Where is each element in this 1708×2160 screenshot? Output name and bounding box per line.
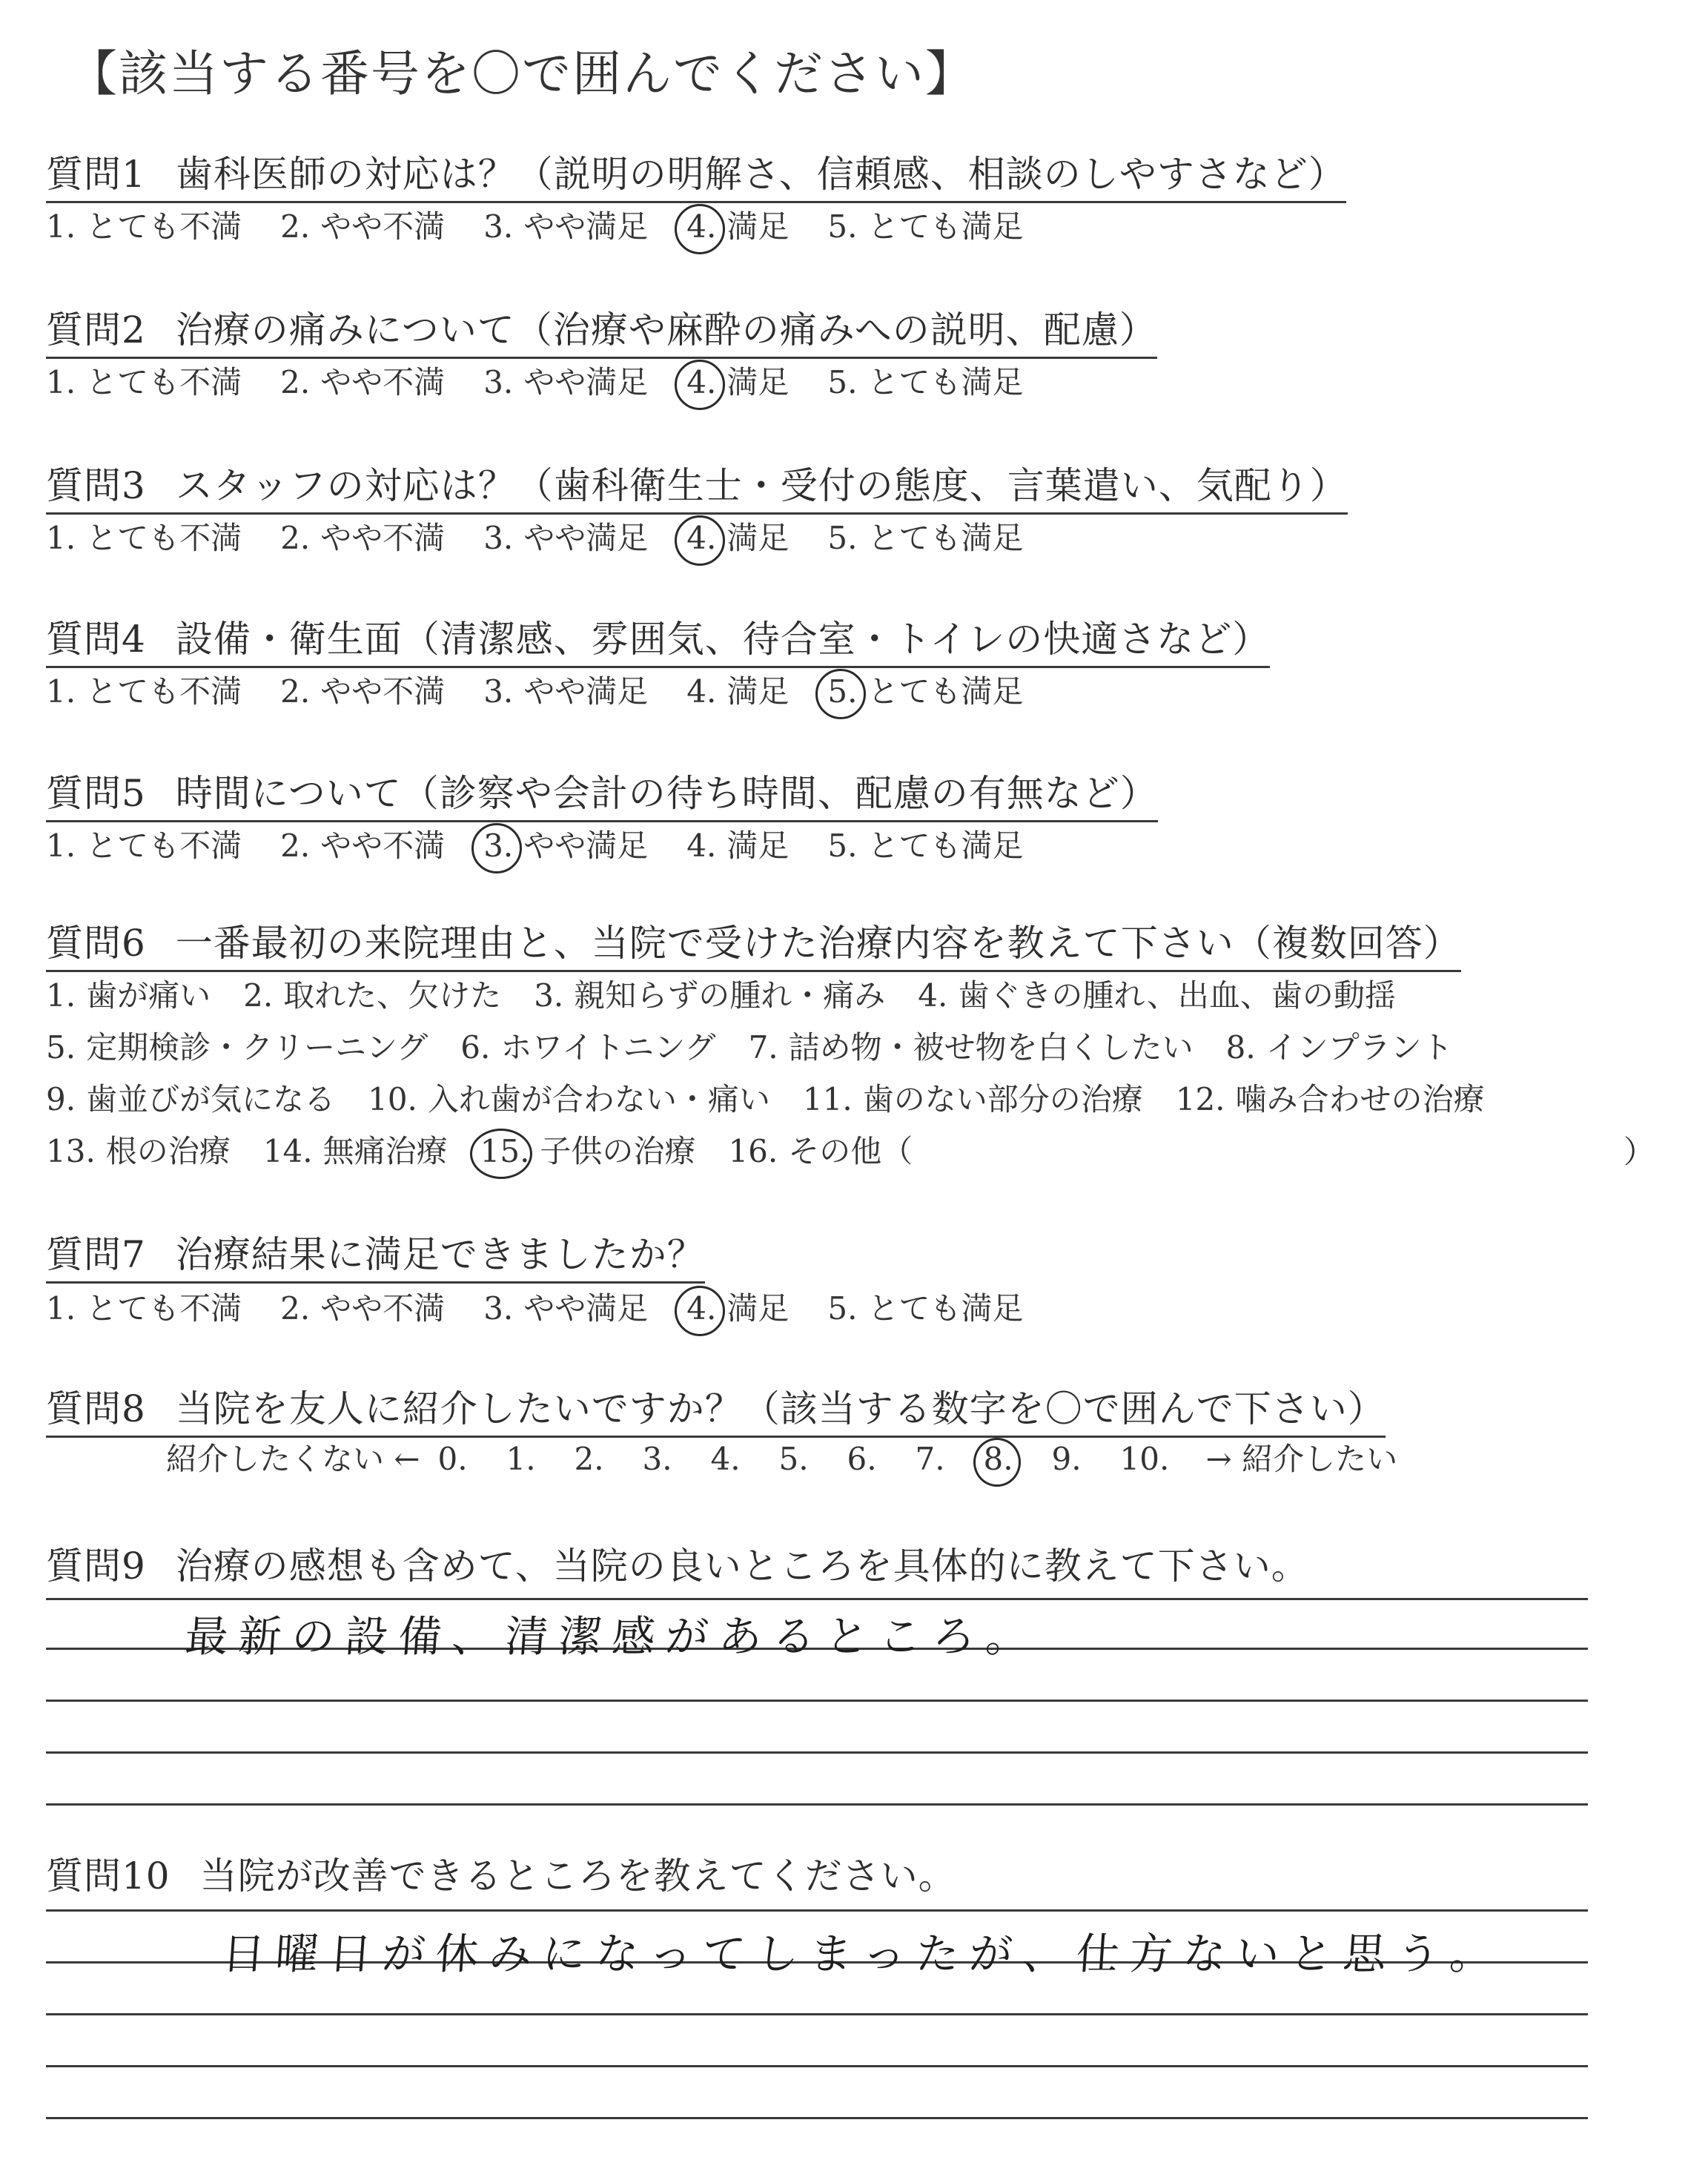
answer-line [46,1598,1588,1600]
rating-option-1[interactable] [46,514,242,558]
question-6-option[interactable] [480,1127,696,1172]
scale-value[interactable]: 10. [1119,1441,1170,1477]
rating-option-number: 5. [827,520,858,556]
option-number: 15. [480,1133,530,1169]
option-number: 1. [46,977,76,1014]
option-number: 8. [1225,1029,1256,1066]
rating-option-1[interactable] [46,358,242,403]
rating-option-3[interactable] [483,1284,648,1329]
rating-option-label: やや満足 [523,1290,649,1327]
other-paren-close: ） [1623,1134,1655,1170]
rating-option-2[interactable] [280,358,445,403]
question-6-option[interactable] [243,971,501,1016]
question-1-options [46,202,1062,247]
question-6-title [46,914,1461,972]
option-number: 6. [460,1029,491,1066]
rating-option-4[interactable] [686,514,789,558]
rating-option-4[interactable] [686,358,789,403]
rating-option-number: 4. [686,364,717,400]
scale-value[interactable]: 6. [847,1441,877,1477]
rating-option-number: 5. [827,673,858,710]
question-8-label: 質問8 [46,1387,146,1430]
rating-option-5[interactable] [827,667,1023,712]
rating-option-2[interactable] [280,822,445,866]
rating-option-1[interactable] [46,822,242,866]
option-number: 7. [748,1029,778,1066]
question-6-option-row [46,1127,945,1172]
rating-option-number: 1. [46,364,76,400]
rating-option-number: 3. [483,828,514,864]
rating-option-label: とても満足 [867,1290,1024,1327]
rating-option-5[interactable] [827,514,1023,558]
option-number: 4. [918,977,948,1014]
scale-value[interactable]: 3. [642,1441,672,1477]
question-2-title [46,300,1157,359]
rating-option-label: とても不満 [86,673,242,710]
question-9-title [46,1536,1309,1593]
rating-option-4[interactable] [686,667,789,712]
option-label: 根の治療 [105,1133,231,1169]
question-6-option[interactable] [46,1127,231,1172]
rating-option-label: 満足 [726,1290,790,1327]
option-number: 14. [262,1133,313,1169]
answer-line [46,1909,1588,1912]
option-label: インプラント [1265,1029,1453,1066]
scale-left-label: 紹介したくない ← [166,1441,420,1477]
rating-option-label: とても不満 [86,1290,242,1327]
option-label: 取れた、欠けた [283,977,502,1014]
rating-option-2[interactable] [280,1284,445,1329]
question-1-label: 質問1 [46,153,146,196]
question-3-title [46,456,1348,515]
question-7-title [46,1225,705,1284]
rating-option-4[interactable] [686,1284,789,1329]
rating-option-number: 3. [483,1290,514,1327]
rating-option-number: 2. [280,828,311,864]
option-label: 親知らずの腫れ・痛み [574,977,886,1014]
option-number: 3. [534,977,564,1014]
question-5-text: 時間について（診察や会計の待ち時間、配慮の有無など） [175,772,1158,815]
rating-option-3[interactable] [483,822,648,866]
answer-line [46,2117,1588,2119]
question-1-title [46,145,1346,203]
rating-option-label: 満足 [726,364,790,400]
scale-value[interactable]: 8. [984,1441,1052,1477]
option-label: ホワイトニング [500,1029,716,1066]
rating-option-number: 5. [827,828,858,864]
option-label: 無痛治療 [322,1133,448,1169]
question-6-option[interactable] [46,1075,335,1120]
scale-value[interactable]: 0. [437,1441,468,1477]
option-number: 10. [368,1081,417,1117]
rating-option-label: とても満足 [867,208,1024,245]
question-10-text: 当院が改善できるところを教えてください。 [199,1855,956,1898]
question-6-option[interactable] [534,971,885,1016]
option-label: 子供の治療 [540,1133,696,1169]
rating-option-label: とても不満 [86,364,242,400]
scale-value[interactable]: 2. [574,1441,604,1477]
rating-option-number: 4. [686,828,717,864]
rating-option-number: 2. [280,673,311,710]
rating-option-label: やや満足 [523,364,649,400]
answer-line [46,1700,1588,1702]
question-6-option[interactable] [749,1023,1194,1068]
scale-value[interactable]: 4. [710,1441,741,1477]
rating-option-label: とても満足 [867,520,1024,556]
question-6-option-row [46,971,1429,1016]
rating-option-4[interactable] [686,202,789,247]
rating-option-3[interactable] [483,514,648,558]
rating-option-4[interactable] [686,822,789,866]
question-9-text: 治療の感想も含めて、当院の良いところを具体的に教えて下さい。 [175,1545,1309,1588]
question-7-label: 質問7 [46,1233,146,1276]
option-number: 5. [46,1029,76,1066]
rating-option-number: 3. [483,520,514,556]
rating-option-label: とても満足 [867,828,1024,864]
rating-option-label: やや満足 [523,208,649,245]
option-number: 13. [46,1133,96,1169]
rating-option-label: とても不満 [86,520,242,556]
option-label: 詰め物・被せ物を白くしたい [788,1029,1194,1066]
rating-option-number: 4. [686,520,717,556]
question-6-option[interactable] [46,1023,428,1068]
rating-option-label: やや不満 [320,520,446,556]
rating-option-label: やや不満 [320,828,446,864]
instruction-header: 【該当する番号を〇で囲んでください】 [68,45,976,102]
rating-option-label: とても不満 [86,208,242,245]
option-label: 定期検診・クリーニング [86,1029,428,1066]
rating-option-5[interactable] [827,822,1023,866]
rating-option-1[interactable] [46,1284,242,1329]
scale-value[interactable]: 7. [915,1441,945,1477]
rating-option-label: 満足 [726,828,790,864]
rating-option-number: 4. [686,208,717,245]
rating-option-5[interactable] [827,202,1023,247]
answer-line [46,1803,1588,1806]
rating-option-1[interactable] [46,202,242,247]
rating-option-3[interactable] [483,358,648,403]
question-10-label: 質問10 [46,1855,171,1898]
scale-values [438,1441,1188,1477]
option-label: 噛み合わせの治療 [1235,1081,1485,1117]
answer-line [46,1751,1588,1754]
option-label: 歯が痛い [86,977,211,1014]
option-label: 歯のない部分の治療 [862,1081,1143,1117]
rating-option-label: やや満足 [523,673,649,710]
question-2-options [46,358,1062,403]
rating-option-5[interactable] [827,1284,1023,1329]
question-6-option[interactable] [368,1075,770,1120]
option-number: 9. [46,1081,76,1117]
question-6-option-row [46,1023,1486,1068]
scale-value[interactable]: 5. [778,1441,809,1477]
rating-option-label: 満足 [726,673,790,710]
rating-option-number: 3. [483,364,514,400]
question-4-text: 設備・衛生面（清潔感、雰囲気、待合室・トイレの快適さなど） [175,618,1271,661]
answer-line [46,2013,1588,2015]
rating-option-number: 5. [827,208,858,245]
question-5-title [46,764,1158,822]
rating-option-2[interactable] [280,202,445,247]
option-number: 2. [243,977,274,1014]
rating-option-number: 1. [46,520,76,556]
rating-option-number: 1. [46,673,76,710]
rating-option-label: やや満足 [523,828,649,864]
rating-option-label: やや不満 [320,673,446,710]
rating-option-number: 2. [280,520,311,556]
question-3-label: 質問3 [46,464,146,507]
question-10-title [46,1846,956,1903]
rating-option-label: とても満足 [867,364,1024,400]
question-6-option[interactable] [918,971,1396,1016]
question-3-text: スタッフの対応は？（歯科衛生士・受付の態度、言葉遣い、気配り） [175,464,1348,507]
rating-option-number: 1. [46,1290,76,1327]
rating-option-5[interactable] [827,358,1023,403]
rating-option-number: 2. [280,1290,311,1327]
question-6-option[interactable] [1176,1075,1485,1120]
option-label: 歯ぐきの腫れ、出血、歯の動揺 [958,977,1396,1014]
question-8-text: 当院を友人に紹介したいですか？（該当する数字を〇で囲んで下さい） [175,1387,1386,1430]
question-6-option[interactable] [46,971,211,1016]
question-3-options [46,514,1062,558]
question-4-title [46,610,1270,668]
rating-option-label: やや不満 [320,1290,446,1327]
question-1-text: 歯科医師の対応は？（説明の明解さ、信頼感、相談のしやすさなど） [175,153,1346,196]
question-9-handwritten-answer: 最新の設備、清潔感があるところ。 [183,1611,1042,1662]
rating-option-number: 3. [483,673,514,710]
option-number: 16. [728,1133,778,1169]
option-label: 入れ歯が合わない・痛い [427,1081,770,1117]
rating-option-number: 1. [46,208,76,245]
rating-option-number: 4. [686,673,717,710]
rating-option-label: とても満足 [867,673,1024,710]
scale-right-label: → 紹介したい [1205,1441,1398,1477]
rating-option-number: 3. [483,208,514,245]
question-9-label: 質問9 [46,1545,146,1588]
answer-line [46,2065,1588,2067]
question-2-text: 治療の痛みについて（治療や麻酔の痛みへの説明、配慮） [175,308,1157,351]
rating-option-3[interactable] [483,667,648,712]
question-6-option-row [46,1075,1517,1120]
rating-option-number: 2. [280,208,311,245]
rating-option-number: 2. [280,364,311,400]
question-6-option[interactable] [728,1127,913,1172]
rating-option-number: 5. [827,1290,858,1327]
rating-option-label: やや満足 [523,520,649,556]
option-number: 12. [1175,1081,1225,1117]
question-7-options [46,1284,1062,1329]
option-label: その他（ [788,1133,913,1169]
question-8-title [46,1379,1386,1438]
question-6-text: 一番最初の来院理由と、当院で受けた治療内容を教えて下さい（複数回答） [175,922,1461,965]
rating-option-number: 5. [827,364,858,400]
option-number: 11. [802,1081,853,1117]
referral-scale [148,1435,1415,1479]
rating-option-number: 4. [686,1290,717,1327]
question-6-label: 質問6 [46,922,146,965]
rating-option-label: 満足 [726,520,790,556]
question-10-handwritten-answer: 日曜日が休みになってしまったが、仕方ないと思う。 [220,1929,1506,1979]
option-label: 歯並びが気になる [86,1081,336,1117]
rating-option-2[interactable] [280,667,445,712]
question-4-label: 質問4 [46,618,146,661]
scale-value[interactable]: 9. [1051,1441,1082,1477]
question-2-label: 質問2 [46,308,146,351]
question-7-text: 治療結果に満足できましたか？ [175,1233,705,1276]
rating-option-label: とても不満 [86,828,242,864]
scale-value[interactable]: 1. [506,1441,536,1477]
rating-option-2[interactable] [280,514,445,558]
rating-option-1[interactable] [46,667,242,712]
rating-option-label: やや不満 [320,208,446,245]
question-5-label: 質問5 [46,772,146,815]
question-6-option[interactable] [460,1023,715,1068]
rating-option-label: やや不満 [320,364,446,400]
rating-option-label: 満足 [726,208,790,245]
rating-option-3[interactable] [483,202,648,247]
question-6-option[interactable] [1226,1023,1453,1068]
question-6-option[interactable] [803,1075,1143,1120]
question-6-option[interactable] [263,1127,448,1172]
rating-option-number: 1. [46,828,76,864]
question-5-options [46,822,1062,866]
question-4-options [46,667,1062,712]
